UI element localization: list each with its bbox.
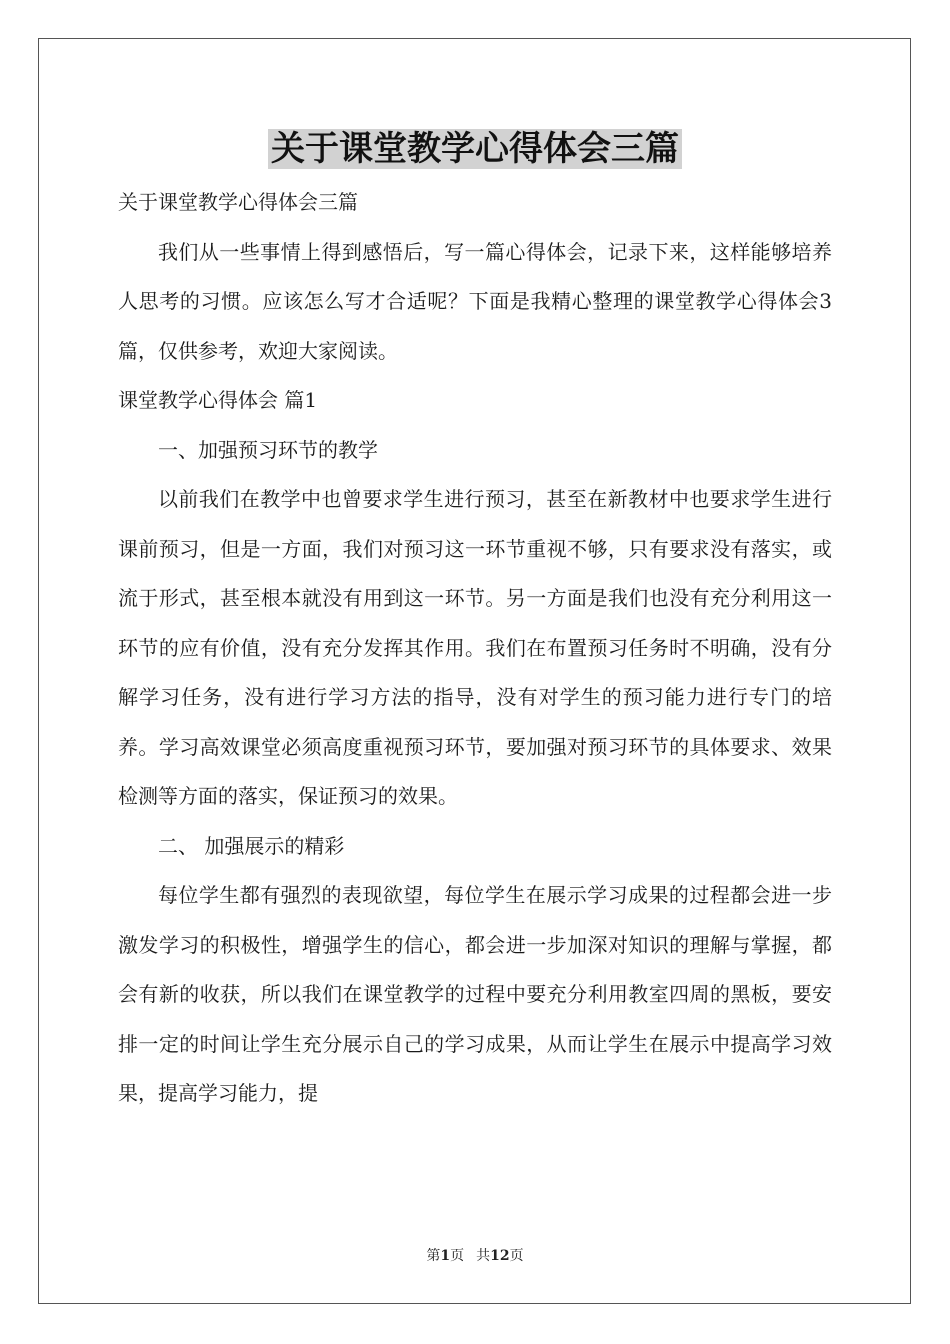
- subsection-heading-1: 一、加强预习环节的教学: [158, 437, 378, 462]
- page-label-prefix: 第: [426, 1248, 441, 1264]
- section-heading-1: 课堂教学心得体会 篇1: [118, 388, 318, 412]
- total-label-prefix: 共: [476, 1248, 491, 1264]
- page-number: 1: [440, 1248, 451, 1264]
- total-pages: 12: [490, 1248, 510, 1264]
- intro-paragraph: 我们从一些事情上得到感悟后，写一篇心得体会，记录下来，这样能够培养人思考的习惯。应该怎么写才合适呢？下面是我精心整理的课堂教学心得体会3篇，仅供参考，欢迎大家阅读。: [118, 239, 832, 363]
- total-label-suffix: 页: [509, 1248, 524, 1264]
- body-paragraph-1: 以前我们在教学中也曾要求学生进行预习，甚至在新教材中也要求学生进行课前预习，但是一方面，我们对预习这一环节重视不够，只有要求没有落实，或流于形式，甚至根本就没有用到这一环节。另一方面是我们也没有充分利用这一环节的应有价值，没有充分发挥其作用。我们在布置预习任务时不明确，没有分解学习任务，没有进行学习方法的指导，没有对学生的预习能力进行专门的培养。学习高效课堂必须高度重视预习环节，要加强对预习环节的具体要求、效果检测等方面的落实，保证预习的效果。: [118, 487, 832, 808]
- document-title-text: 关于课堂教学心得体会三篇: [268, 129, 682, 169]
- body-paragraph-2: 每位学生都有强烈的表现欲望，每位学生在展示学习成果的过程都会进一步激发学习的积极性，增强学生的信心，都会进一步加深对知识的理解与掌握，都会有新的收获，所以我们在课堂教学的过程中要充分利用教室四周的黑板，要安排一定的时间让学生充分展示自己的学习成果，从而让学生在展示中提高学习效果，提高学习能力，提: [118, 883, 832, 1105]
- subtitle-paragraph: 关于课堂教学心得体会三篇: [118, 190, 358, 214]
- document-body: [118, 178, 832, 1119]
- page-label-suffix: 页: [450, 1248, 465, 1264]
- subsection-heading-2: 二、 加强展示的精彩: [158, 833, 345, 858]
- document-title: [0, 124, 950, 174]
- page-footer: [0, 1245, 950, 1265]
